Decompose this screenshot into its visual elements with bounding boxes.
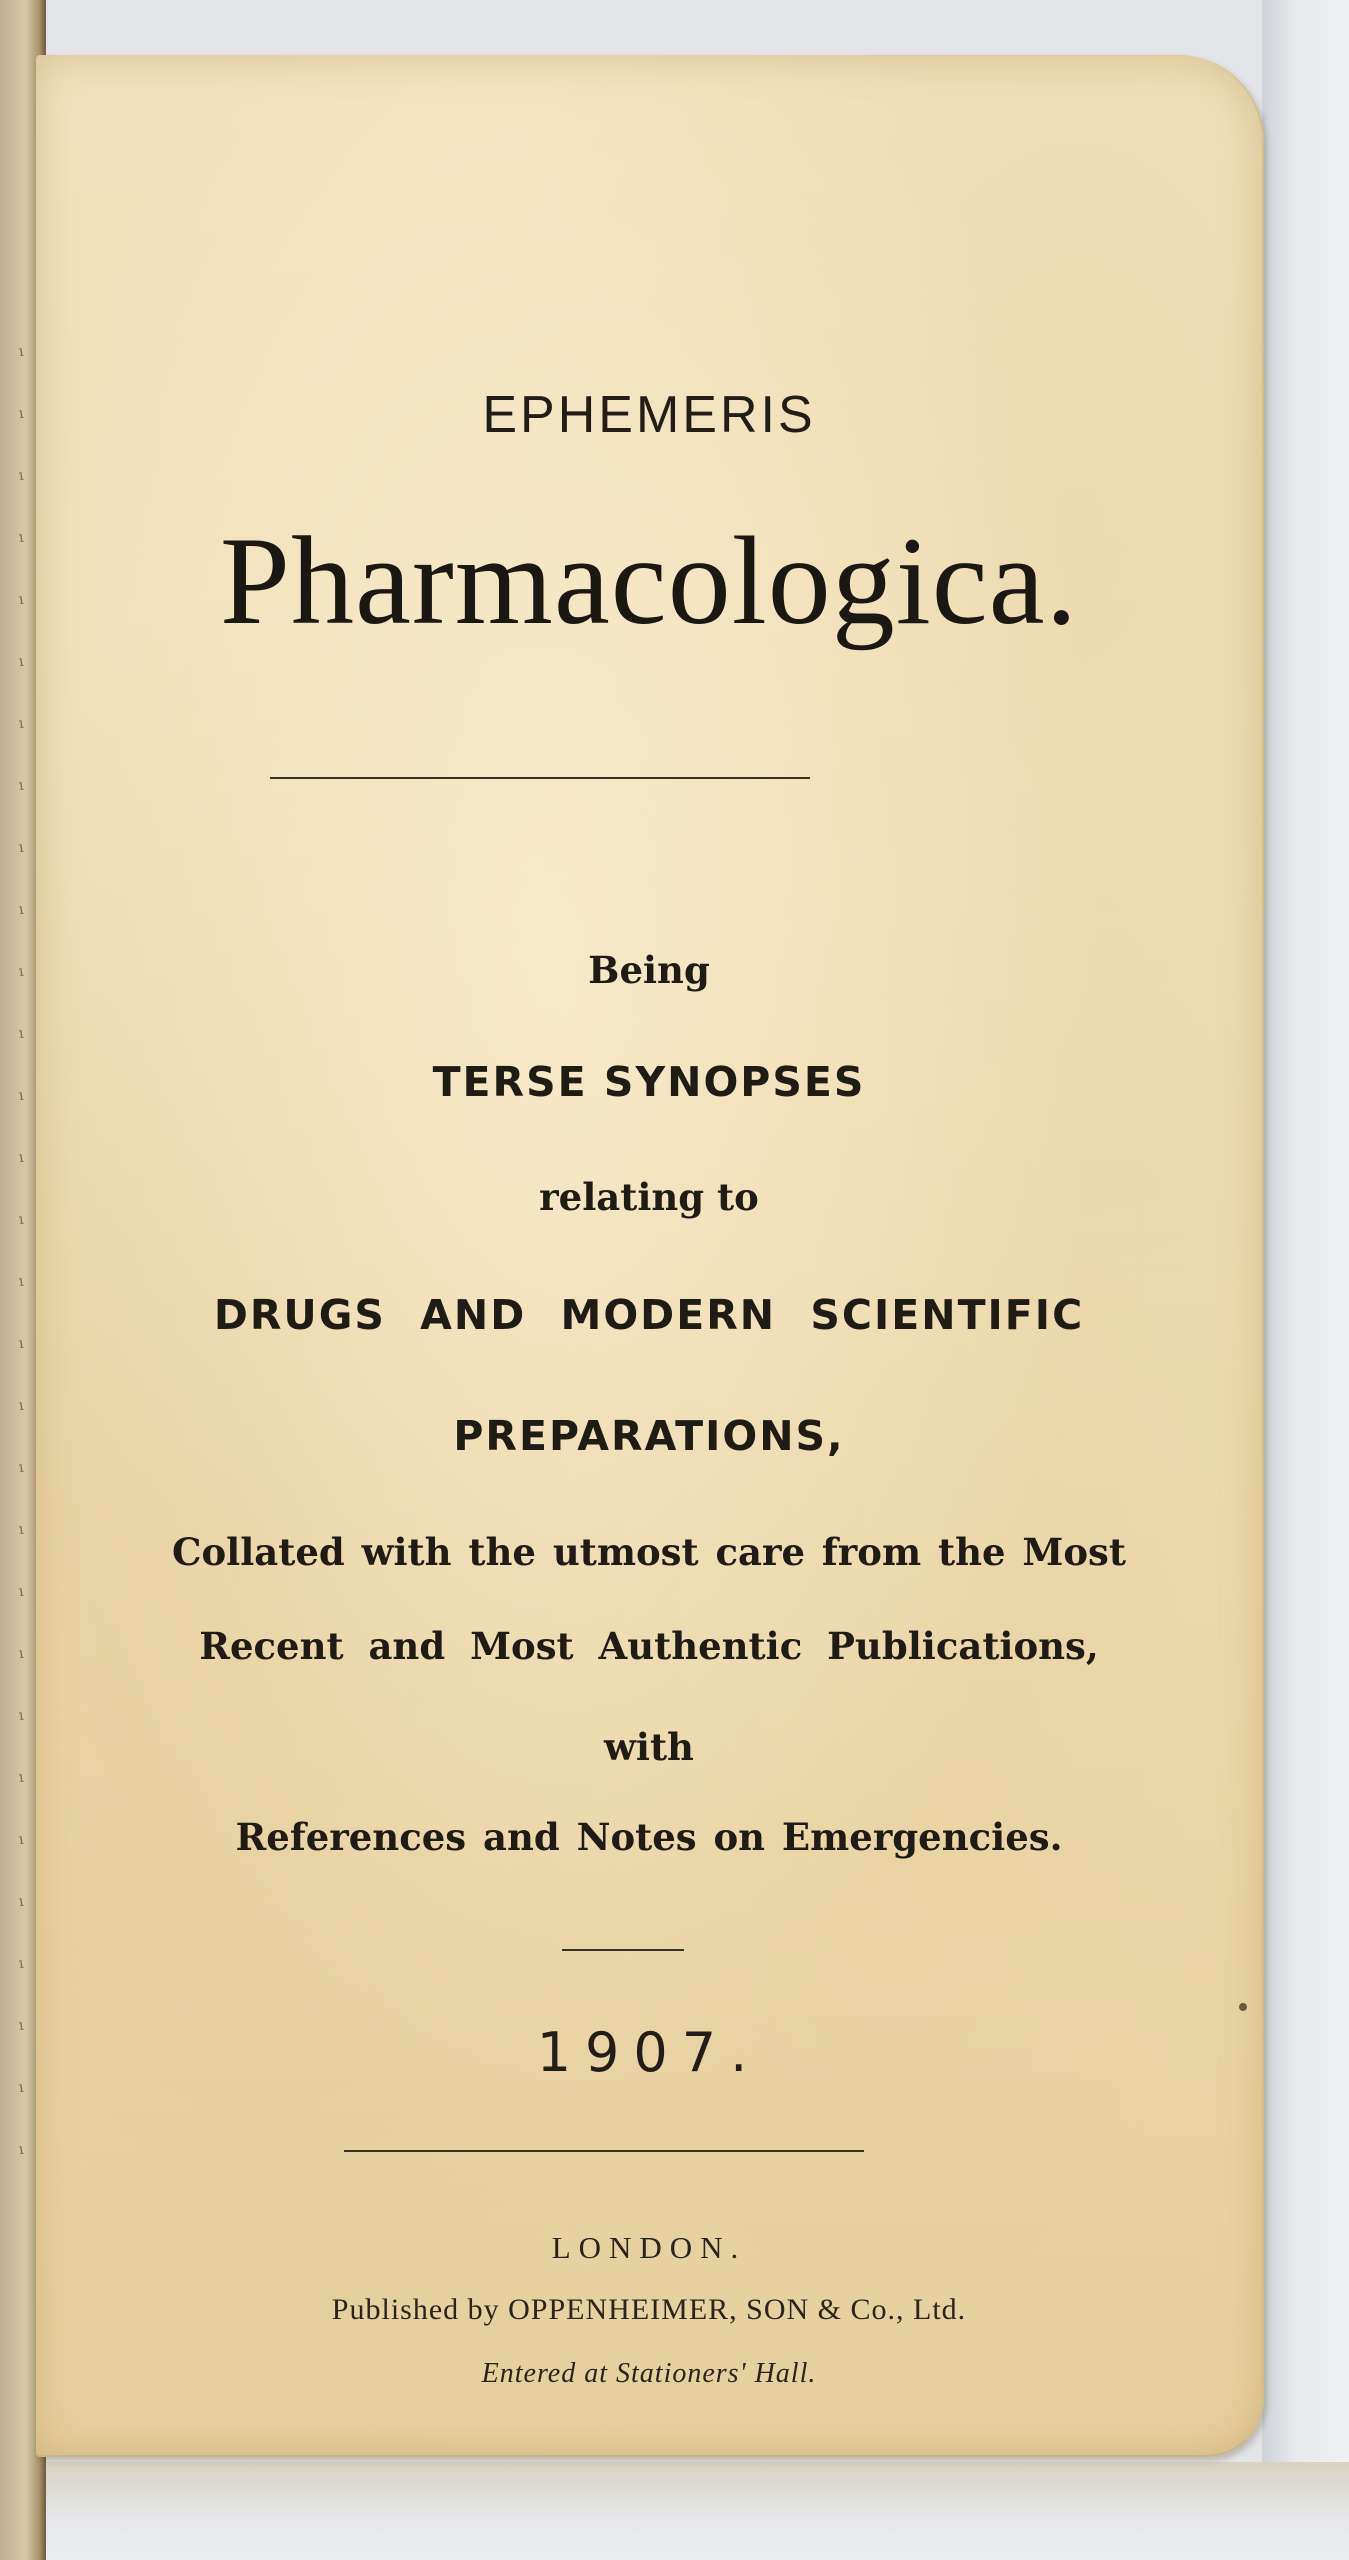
paper-speck	[1239, 2003, 1247, 2011]
subtitle-references: References and Notes on Emergencies.	[235, 1815, 1063, 1859]
subtitle-with: with	[604, 1725, 694, 1769]
subtitle-being: Being	[588, 948, 710, 992]
title-page	[36, 55, 1264, 2457]
subtitle-relating-to: relating to	[539, 1175, 759, 1219]
title-line-ephemeris: EPHEMERIS	[482, 386, 816, 444]
divider-rule-top	[270, 777, 810, 779]
subtitle-terse-synopses: TERSE SYNOPSES	[432, 1058, 866, 1106]
subtitle-collated: Collated with the utmost care from the Most	[172, 1530, 1126, 1574]
imprint-publisher: Published by OPPENHEIMER, SON & Co., Ltd.	[331, 2293, 967, 2326]
subtitle-preparations: PREPARATIONS,	[453, 1412, 845, 1460]
facing-page-marginalia: ı ı ı ı ı ı ı ı ı ı ı ı ı ı ı ı ı ı ı ı ı ı ı ı ı ı ı ı ı ı	[17, 341, 25, 2159]
divider-rule-short	[562, 1949, 684, 1951]
imprint-entered: Entered at Stationers' Hall.	[481, 2358, 817, 2389]
title-line-pharmacologica: Pharmacologica.	[219, 512, 1079, 651]
subtitle-drugs: DRUGS AND MODERN SCIENTIFIC	[213, 1291, 1085, 1339]
background-surface-bottom	[0, 2462, 1349, 2560]
divider-rule-bottom	[344, 2150, 864, 2152]
imprint-place: LONDON.	[551, 2230, 747, 2265]
publication-year: 1907.	[536, 2021, 762, 2084]
background-surface-right	[1262, 0, 1349, 2560]
subtitle-recent: Recent and Most Authentic Publications,	[199, 1624, 1099, 1668]
